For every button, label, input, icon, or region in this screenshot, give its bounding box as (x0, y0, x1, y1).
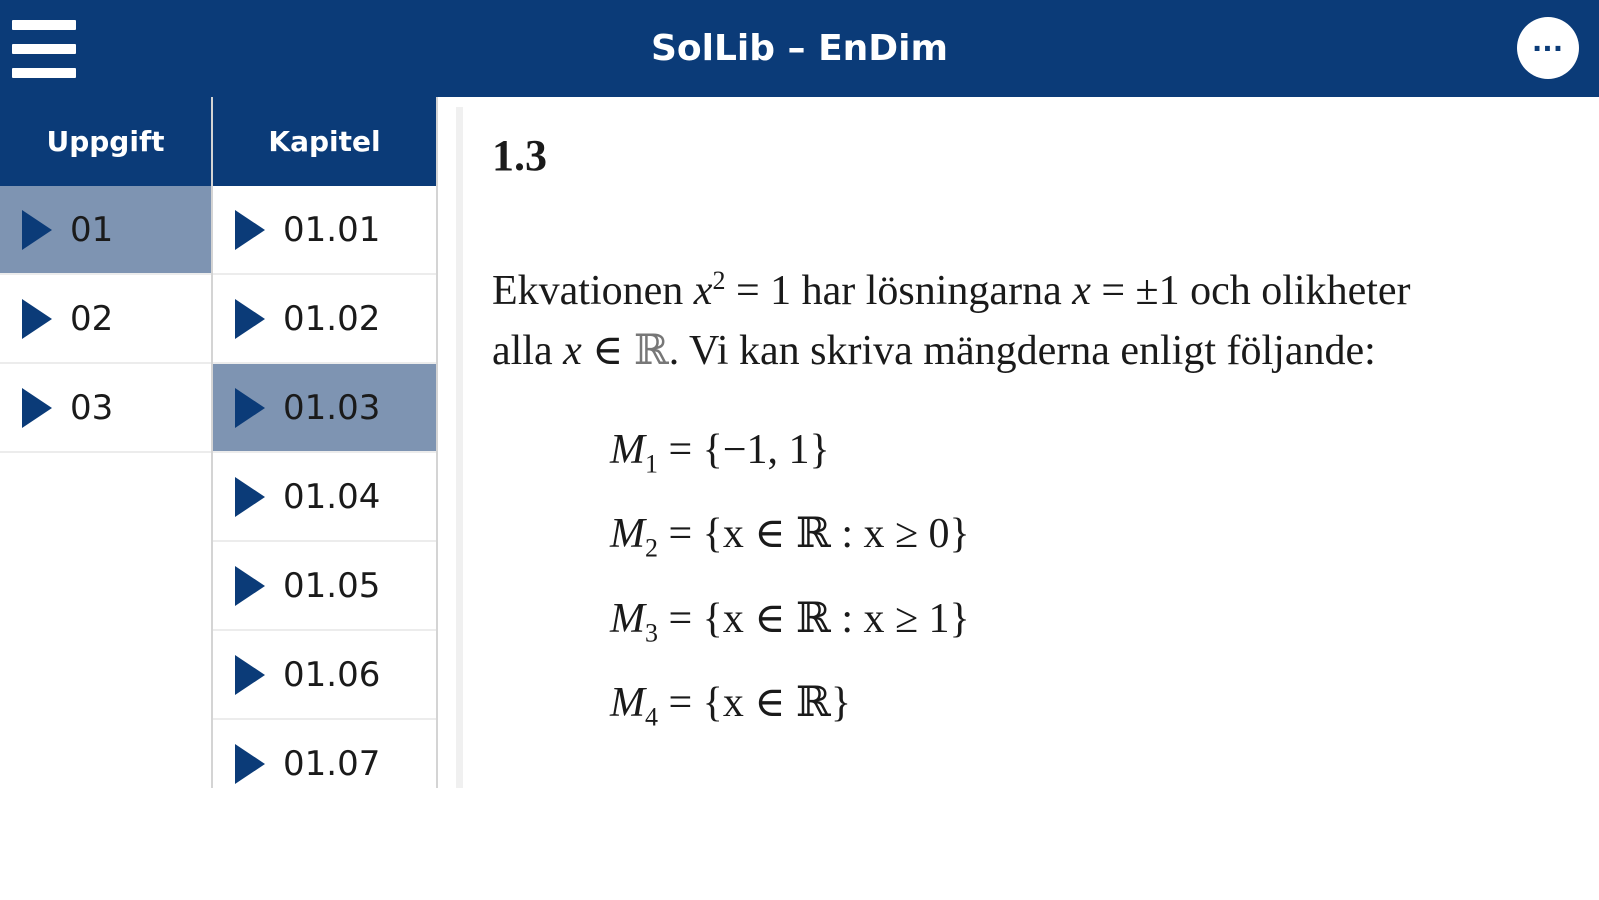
kapitel-item-01.06[interactable] (213, 631, 436, 720)
play-triangle-icon (235, 477, 265, 517)
kapitel-list (213, 186, 436, 788)
set-definition-line: $M_2 = \{x$ ∈ ℝ : x ≥ 0} (610, 511, 970, 563)
uppgift-item-label: 01 (70, 209, 114, 250)
uppgift-header: Uppgift (0, 97, 211, 186)
kapitel-item-01.07[interactable] (213, 720, 436, 788)
hamburger-icon[interactable] (12, 20, 76, 78)
paragraph-line-1: Ekvationen $x^2 = 1$ har lösningarna x = ±1 och olikheter (492, 266, 1411, 314)
more-options-button[interactable] (1517, 17, 1579, 79)
solution-paragraph (492, 251, 1411, 381)
top-bar (0, 0, 1599, 97)
play-triangle-icon (235, 299, 265, 339)
uppgift-item-01[interactable] (0, 186, 211, 275)
kapitel-item-01.03[interactable] (213, 364, 436, 453)
uppgift-item-label: 02 (70, 298, 114, 339)
problem-number: 1.3 (492, 131, 547, 180)
play-triangle-icon (22, 388, 52, 428)
play-triangle-icon (235, 210, 265, 250)
kapitel-item-01.01[interactable] (213, 186, 436, 275)
kapitel-column (211, 97, 438, 788)
kapitel-item-01.02[interactable] (213, 275, 436, 364)
set-definition-line: $M_3 = \{x$ ∈ ℝ : x ≥ 1} (610, 595, 970, 648)
kapitel-item-label: 01.07 (283, 743, 381, 784)
uppgift-item-label: 03 (70, 387, 114, 428)
uppgift-item-02[interactable] (0, 275, 211, 364)
kapitel-header: Kapitel (213, 97, 436, 186)
kapitel-item-label: 01.05 (283, 565, 381, 606)
kapitel-item-label: 01.04 (283, 476, 381, 517)
play-triangle-icon (235, 566, 265, 606)
play-triangle-icon (235, 744, 265, 784)
kapitel-item-01.04[interactable] (213, 453, 436, 542)
ellipsis-icon: ... (1532, 21, 1564, 59)
uppgift-item-03[interactable] (0, 364, 211, 453)
kapitel-item-01.05[interactable] (213, 542, 436, 631)
play-triangle-icon (235, 388, 265, 428)
app-title: SolLib – EnDim (650, 28, 949, 69)
play-triangle-icon (22, 210, 52, 250)
kapitel-item-label: 01.06 (283, 654, 381, 695)
solution-content (438, 97, 1599, 788)
set-definitions (610, 415, 970, 753)
kapitel-item-label: 01.03 (283, 387, 381, 428)
paragraph-line-2: alla x ∈ ℝ. Vi kan skriva mängderna enligt följande: (492, 328, 1376, 374)
play-triangle-icon (22, 299, 52, 339)
set-definition-line: $M_1 = \{-1$, 1} (610, 427, 830, 479)
kapitel-item-label: 01.01 (283, 209, 381, 250)
play-triangle-icon (235, 655, 265, 695)
set-definition-line: $M_4 = \{x$ ∈ ℝ} (610, 680, 851, 732)
uppgift-column (0, 97, 211, 788)
content-divider (456, 107, 463, 788)
uppgift-list (0, 186, 211, 453)
kapitel-item-label: 01.02 (283, 298, 381, 339)
